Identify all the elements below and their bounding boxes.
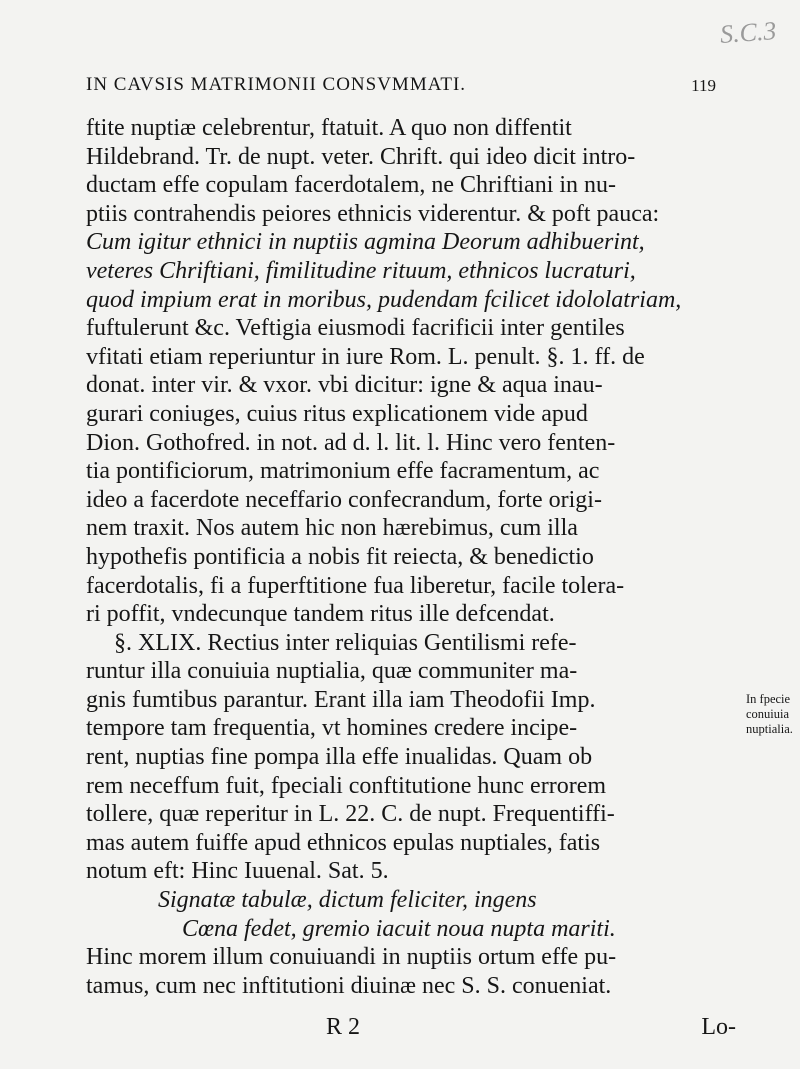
text-line: rent, nuptias fine pompa illa effe inualidas. Quam ob xyxy=(86,744,593,771)
text-line: Cœna fedet, gremio iacuit noua nupta mariti. xyxy=(182,915,616,942)
text-line: §. XLIX. Rectius inter reliquias Gentilismi refe- xyxy=(114,629,577,656)
text-line: ptiis contrahendis peiores ethnicis viderentur. & poft pauca: xyxy=(86,200,660,227)
text-line: tollere, quæ reperitur in L. 22. C. de nupt. Frequentiffi- xyxy=(86,801,615,828)
text-line: Hildebrand. Tr. de nupt. veter. Chrift. qui ideo dicit intro- xyxy=(86,143,636,170)
text-line: Hinc morem illum conuiuandi in nuptiis ortum effe pu- xyxy=(86,944,617,971)
text-line: quod impium erat in moribus, pudendam fcilicet idololatriam, xyxy=(86,286,682,313)
text-line: ftite nuptiæ celebrentur, ftatuit. A quo non diffentit xyxy=(86,115,572,141)
text-line: hypothefis pontificia a nobis fit reiecta, & benedictio xyxy=(86,543,594,570)
body-text xyxy=(86,114,736,1000)
text-line: donat. inter vir. & vxor. vbi dicitur: igne & aqua inau- xyxy=(86,372,603,399)
text-line: ri poffit, vndecunque tandem ritus ille defcendat. xyxy=(86,601,555,628)
text-line: gurari coniuges, cuius ritus explicationem vide apud xyxy=(86,400,588,427)
text-line: gnis fumtibus parantur. Erant illa iam Theodofii Imp. xyxy=(86,686,596,713)
text-line: tamus, cum nec inftitutioni diuinæ nec S. S. conueniat. xyxy=(86,972,612,999)
text-line: veteres Chriftiani, fimilitudine rituum, ethnicos lucraturi, xyxy=(86,257,636,284)
running-header xyxy=(86,74,716,96)
text-line: ideo a facerdote neceffario confecrandum, forte origi- xyxy=(86,486,602,513)
text-line: vfitati etiam reperiuntur in iure Rom. L. penult. §. 1. ff. de xyxy=(86,343,645,370)
text-line: fuftulerunt &c. Veftigia eiusmodi facrificii inter gentiles xyxy=(86,315,625,342)
signature-mark: R 2 xyxy=(326,1014,361,1040)
text-line: ductam effe copulam facerdotalem, ne Chriftiani in nu- xyxy=(86,172,617,199)
text-line: runtur illa conuiuia nuptialia, quæ communiter ma- xyxy=(86,658,578,685)
text-line: notum eft: Hinc Iuuenal. Sat. 5. xyxy=(86,858,389,885)
text-line: Cum igitur ethnici in nuptiis agmina Deorum adhibuerint, xyxy=(86,229,645,256)
catchword: Lo- xyxy=(701,1014,736,1040)
corner-annotation: S.C.3 xyxy=(718,16,777,49)
text-line: tia pontificiorum, matrimonium effe facramentum, ac xyxy=(86,458,600,485)
text-line: facerdotalis, fi a fuperftitione fua liberetur, facile tolera- xyxy=(86,572,625,599)
text-line: tempore tam frequentia, vt homines credere incipe- xyxy=(86,715,578,742)
running-title: IN CAVSIS MATRIMONII CONSVMMATI. xyxy=(86,74,467,95)
text-line: Dion. Gothofred. in not. ad d. l. lit. l. Hinc vero fenten- xyxy=(86,429,616,456)
text-line: Signatæ tabulæ, dictum feliciter, ingens xyxy=(158,887,537,914)
margin-note: In fpecie conuiuia nuptialia. xyxy=(746,692,793,736)
text-line: nem traxit. Nos autem hic non hærebimus, cum illa xyxy=(86,515,578,542)
page-number: 119 xyxy=(691,76,716,95)
text-line: rem neceffum fuit, fpeciali conftitutione hunc errorem xyxy=(86,772,607,799)
text-line: mas autem fuiffe apud ethnicos epulas nuptiales, fatis xyxy=(86,829,601,856)
